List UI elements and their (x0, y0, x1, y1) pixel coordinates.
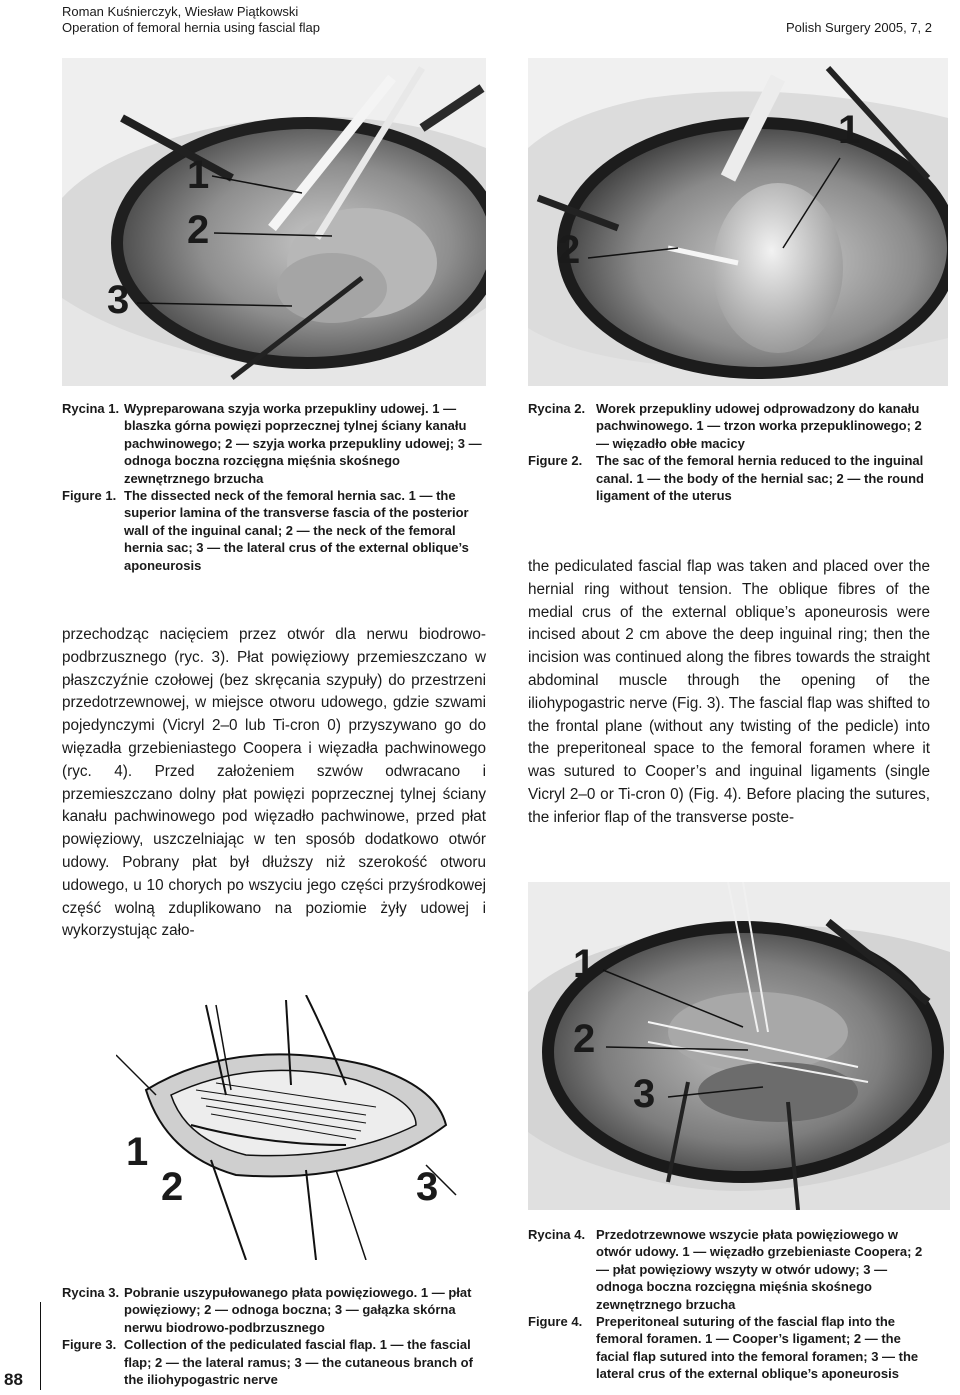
figure1-marker-3: 3 (107, 278, 130, 322)
figure2-caption (528, 400, 930, 504)
figure4-caption-pl-label: Rycina 4. (528, 1227, 586, 1242)
authors: Roman Kuśnierczyk, Wiesław Piątkowski (62, 4, 299, 19)
figure1-caption-en: The dissected neck of the femoral hernia sac. 1 — the superior lamina of the transverse fascia of the posterior wall of the inguinal canal; 2 — the neck of the femoral hernia sac; 3 — the lateral crus of the external oblique’s aponeurosis (124, 488, 469, 573)
figure1-caption (62, 400, 488, 574)
body-paragraph-left: przechodząc nacięciem przez otwór dla nerwu biodrowo-podbrzusznego (ryc. 3). Płat powięziowy przemieszczano w płaszczyźnie czołowej (bez skręcania szypuły) do przestrzeni przedotrzewnowej, w miejsce otworu udowego, gdzie szwami pojedynczymi (Vicryl 2–0 lub Ti-cron 0) przyszywano go do więzadła grzebieniastego Coopera i więzadła pachwinowego (ryc. 4). Przed założeniem szwów odwracano i przemieszczano dolny płat powięzi poprzecznej tylnej ściany kanału pachwinowego pod więzadło pachwinowe, przed płat powięziowy, uszczelniając w ten sposób dodatkowo otwór udowy. Pobrany płat był dłuższy niż szerokość otworu udowego, u 10 chorych po wszyciu jego części przyśrodkowej część wolną zduplikowano na poziomie żyły udowej i wykorzystując zało- (62, 626, 486, 940)
figure1-caption-pl: Wypreparowana szyja worka przepukliny udowej. 1 — blaszka górna powięzi poprzecznej tylnej ściany kanału pachwinowego; 2 — szyja worka przepukliny udowej; 3 — odnoga boczna rozcięgna mięśnia skośnego zewnętrznego brzucha (124, 401, 482, 486)
figure2-caption-pl-label: Rycina 2. (528, 401, 586, 416)
figure2-leader-lines (528, 58, 948, 386)
figure4-marker-2: 2 (573, 1017, 596, 1061)
body-text-left (62, 624, 486, 943)
figure2-marker-1: 1 (838, 108, 861, 152)
figure3-caption-en: Collection of the pediculated fascial flap. 1 — the fascial flap; 2 — the lateral ramus; 3 — the cutaneous branch of the iliohypogastric nerve (124, 1337, 473, 1388)
figure4-marker-3: 3 (633, 1072, 656, 1116)
figure4-caption-en: Preperitoneal suturing of the fascial flap into the femoral foramen. 1 — Cooper’s ligament; 2 — the facial flap sutured into the femoral foramen; 3 — the lateral crus of the external oblique’s aponeurosis (596, 1314, 919, 1382)
figure2-photo (528, 58, 948, 386)
figure1-leader-lines (62, 58, 486, 386)
figure4-marker-1: 1 (573, 942, 596, 986)
figure2-caption-en: The sac of the femoral hernia reduced to the inguinal canal. 1 — the body of the hernial sac; 2 — the round ligament of the uterus (596, 453, 924, 504)
figure2-caption-en-label: Figure 2. (528, 453, 583, 469)
figure3-caption (62, 1284, 488, 1388)
figure3-marker-1: 1 (126, 1130, 149, 1174)
running-head-left (62, 4, 320, 36)
figure3-caption-pl-label: Rycina 3. (62, 1285, 120, 1300)
figure3-drawing (116, 995, 460, 1260)
figure3-marker-2: 2 (161, 1165, 184, 1209)
figure4-photo (528, 882, 950, 1210)
figure1-marker-1: 1 (187, 153, 210, 197)
figure1-photo (62, 58, 486, 386)
page-rule (40, 1302, 41, 1390)
running-title: Operation of femoral hernia using fascial flap (62, 20, 320, 35)
figure4-caption (528, 1226, 928, 1383)
figure2-caption-pl: Worek przepukliny udowej odprowadzony do kanału pachwinowego. 1 — trzon worka przepuklinowego; 2 — więzadło obłe macicy (596, 401, 922, 451)
figure3-caption-pl: Pobranie uszypułowanego płata powięziowego. 1 — płat powięziowy; 2 — odnoga boczna; 3 — gałązka skórna nerwu biodrowo-podbrzusznego (124, 1285, 472, 1335)
body-paragraph-right: the pediculated fascial flap was taken and placed over the hernial ring without tension. The oblique fibres of the medial crus of the external oblique’s aponeurosis were incised about 2 cm above the deep inguinal ring; then the incision was continued along the fibres towards the straight abdominal muscle through the opening of the iliohypogastric nerve (Fig. 3). The fascial flap was shifted to the frontal plane (without any twisting of the pedicle) into the preperitoneal space to the femoral foramen where it was sutured to Cooper’s and inguinal ligaments (single Vicryl 2–0 or Ti-cron 0) (Fig. 4). Before placing the sutures, the inferior flap of the transverse poste- (528, 558, 930, 826)
page-number: 88 (4, 1370, 23, 1389)
figure1-caption-en-label: Figure 1. (62, 488, 117, 504)
body-text-right (528, 556, 930, 830)
figure1-caption-pl-label: Rycina 1. (62, 401, 120, 416)
figure4-caption-pl: Przedotrzewnowe wszycie płata powięziowego w otwór udowy. 1 — więzadło grzebieniaste Coopera; 2 — płat powięziowy wszyty w otwór udowy; 3 — odnoga boczna rozcięgna mięśnia skośnego zewnętrznego brzucha (596, 1227, 923, 1312)
figure4-leader-lines (528, 882, 950, 1210)
figure3-caption-en-label: Figure 3. (62, 1337, 117, 1353)
figure4-caption-en-label: Figure 4. (528, 1314, 583, 1330)
figure1-marker-2: 2 (187, 208, 210, 252)
figure2-marker-2: 2 (558, 228, 581, 272)
journal-citation: Polish Surgery 2005, 7, 2 (786, 20, 932, 35)
figure3-marker-3: 3 (416, 1165, 439, 1209)
